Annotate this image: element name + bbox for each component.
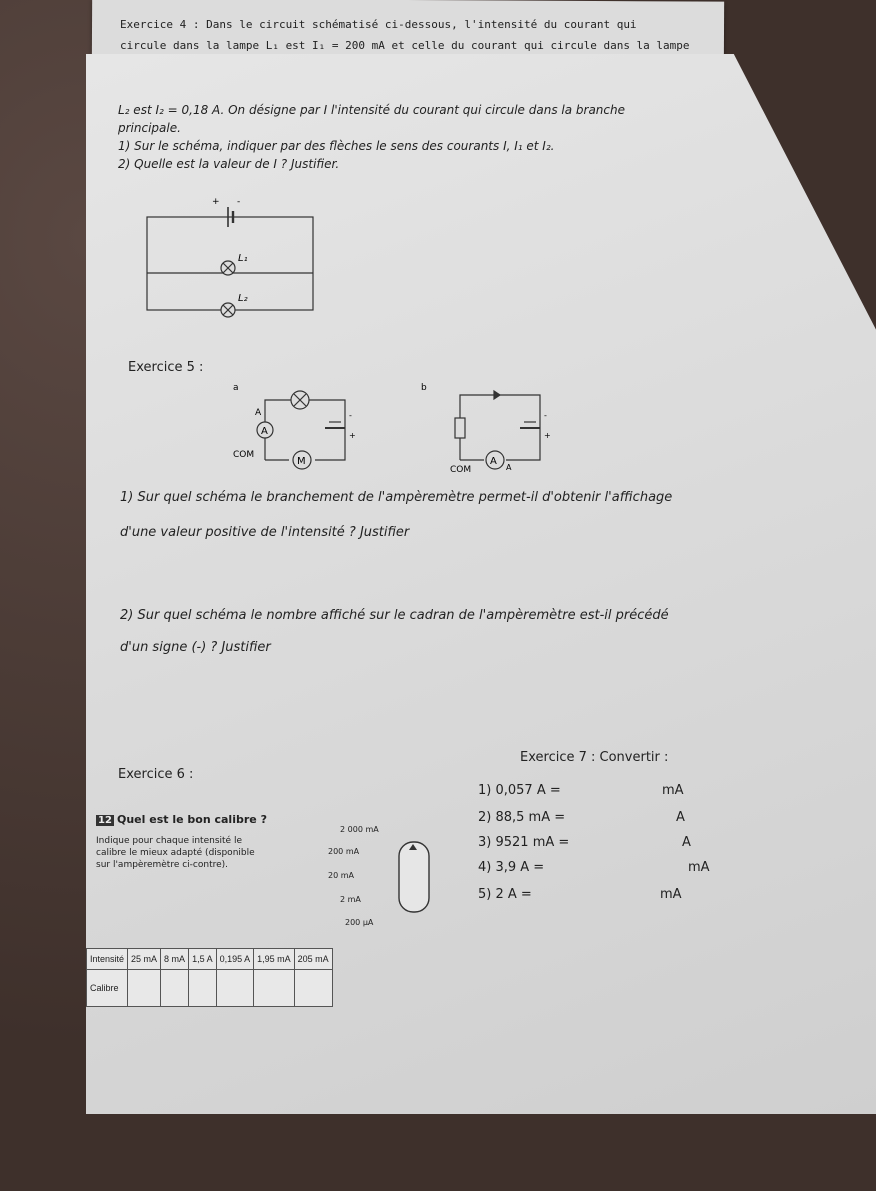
ex7-unit-5: mA — [660, 887, 682, 902]
table-cell-empty[interactable] — [161, 970, 189, 1007]
table-row — [87, 949, 333, 970]
ex7-item-4: 4) 3,9 A = — [478, 860, 545, 875]
ex5a-lamp-icon — [291, 391, 309, 409]
ex5b-resistor-icon — [455, 418, 465, 438]
svg-text:+: + — [349, 431, 356, 440]
ex6-desc-line3: sur l'ampèremètre ci-contre). — [96, 860, 229, 870]
ex7-item-2: 2) 88,5 mA = — [478, 810, 566, 825]
calibre-200ma: 200 mA — [328, 847, 360, 856]
ex7-unit-4: mA — [688, 860, 710, 875]
table-cell: 1,95 mA — [254, 949, 295, 970]
table-cell-empty[interactable] — [189, 970, 217, 1007]
ex6-title: Exercice 6 : — [118, 767, 194, 782]
lamp-l2-label: L₂ — [238, 293, 248, 304]
calibre-200ua: 200 µA — [345, 918, 374, 927]
table-cell: 205 mA — [294, 949, 332, 970]
ex6-heading: Quel est le bon calibre ? — [117, 813, 267, 826]
ex5-diagram-b — [420, 380, 570, 480]
ex5b-diode-icon — [494, 391, 500, 399]
ex5-title: Exercice 5 : — [128, 360, 204, 375]
lamp-l2-icon — [221, 303, 235, 317]
ex4-line2: circule dans la lampe L₁ est I₁ = 200 mA et celle du courant qui circule dans la lampe — [120, 39, 690, 52]
ex5-question-2a: 2) Sur quel schéma le nombre affiché sur le cadran de l'ampèremètre est-il précédé — [120, 608, 669, 623]
ex4-line3: L₂ est I₂ = 0,18 A. On désigne par I l'intensité du courant qui circule dans la branche — [118, 103, 625, 117]
ex5-question-1b: d'une valeur positive de l'intensité ? Justifier — [120, 525, 410, 540]
svg-text:-: - — [349, 411, 352, 420]
ex5b-a-terminal: A — [506, 463, 512, 472]
calibre-20ma: 20 mA — [328, 871, 354, 880]
ex7-title: Exercice 7 : Convertir : — [520, 750, 669, 765]
ex5a-a-terminal: A — [255, 408, 262, 418]
lamp-l1-icon — [221, 261, 235, 275]
ex5-diagram-a — [225, 380, 375, 480]
ex5-question-1a: 1) Sur quel schéma le branchement de l'ampèremètre permet-il d'obtenir l'affichage — [120, 490, 673, 505]
svg-text:+: + — [544, 431, 551, 440]
ex5b-com-terminal: COM — [450, 465, 472, 475]
ex7-item-5: 5) 2 A = — [478, 887, 532, 902]
ex6-number-badge: 12 — [98, 815, 112, 826]
table-header-calibre: Calibre — [87, 970, 128, 1007]
svg-text:-: - — [544, 411, 547, 420]
calibre-2ma: 2 mA — [340, 895, 361, 904]
battery-plus-label: + — [212, 197, 220, 207]
lamp-l1-label: L₁ — [238, 253, 248, 264]
table-cell-empty[interactable] — [294, 970, 332, 1007]
ex7-unit-2: A — [676, 810, 685, 825]
battery-minus-label: - — [237, 197, 241, 207]
table-cell: 8 mA — [161, 949, 189, 970]
ex4-line4: principale. — [118, 121, 181, 135]
ex5-question-2b: d'un signe (-) ? Justifier — [120, 640, 271, 655]
ex4-question-1: 1) Sur le schéma, indiquer par des flèches le sens des courants I, I₁ et I₂. — [118, 139, 555, 153]
ex5b-ammeter-label: A — [490, 456, 497, 467]
calibre-2000ma: 2 000 mA — [340, 825, 379, 834]
ex5a-com-terminal: COM — [233, 450, 255, 460]
table-cell-empty[interactable] — [254, 970, 295, 1007]
ex7-item-3: 3) 9521 mA = — [478, 835, 570, 850]
ex4-circuit-diagram — [140, 195, 320, 320]
table-cell: 1,5 A — [189, 949, 217, 970]
ex5a-label: a — [233, 383, 239, 393]
ex5a-motor-label: M — [297, 456, 306, 467]
ex5b-label: b — [421, 383, 427, 393]
table-header-intensite: Intensité — [87, 949, 128, 970]
table-cell: 0,195 A — [216, 949, 254, 970]
table-cell: 25 mA — [128, 949, 161, 970]
ex7-item-1: 1) 0,057 A = — [478, 783, 561, 798]
ex6-desc-line2: calibre le mieux adapté (disponible — [96, 848, 255, 858]
ex7-unit-3: A — [682, 835, 691, 850]
table-cell-empty[interactable] — [128, 970, 161, 1007]
table-cell-empty[interactable] — [216, 970, 254, 1007]
ex4-question-2: 2) Quelle est la valeur de I ? Justifier. — [118, 157, 340, 171]
ex4-line1: Exercice 4 : Dans le circuit schématisé ci-dessous, l'intensité du courant qui — [120, 18, 637, 31]
ex6-desc-line1: Indique pour chaque intensité le — [96, 836, 242, 846]
ex7-unit-1: mA — [662, 783, 684, 798]
ex5a-ammeter-label: A — [261, 426, 268, 437]
ammeter-dial-icon — [395, 838, 435, 918]
table-row — [87, 970, 333, 1007]
calibre-table — [86, 948, 333, 1007]
